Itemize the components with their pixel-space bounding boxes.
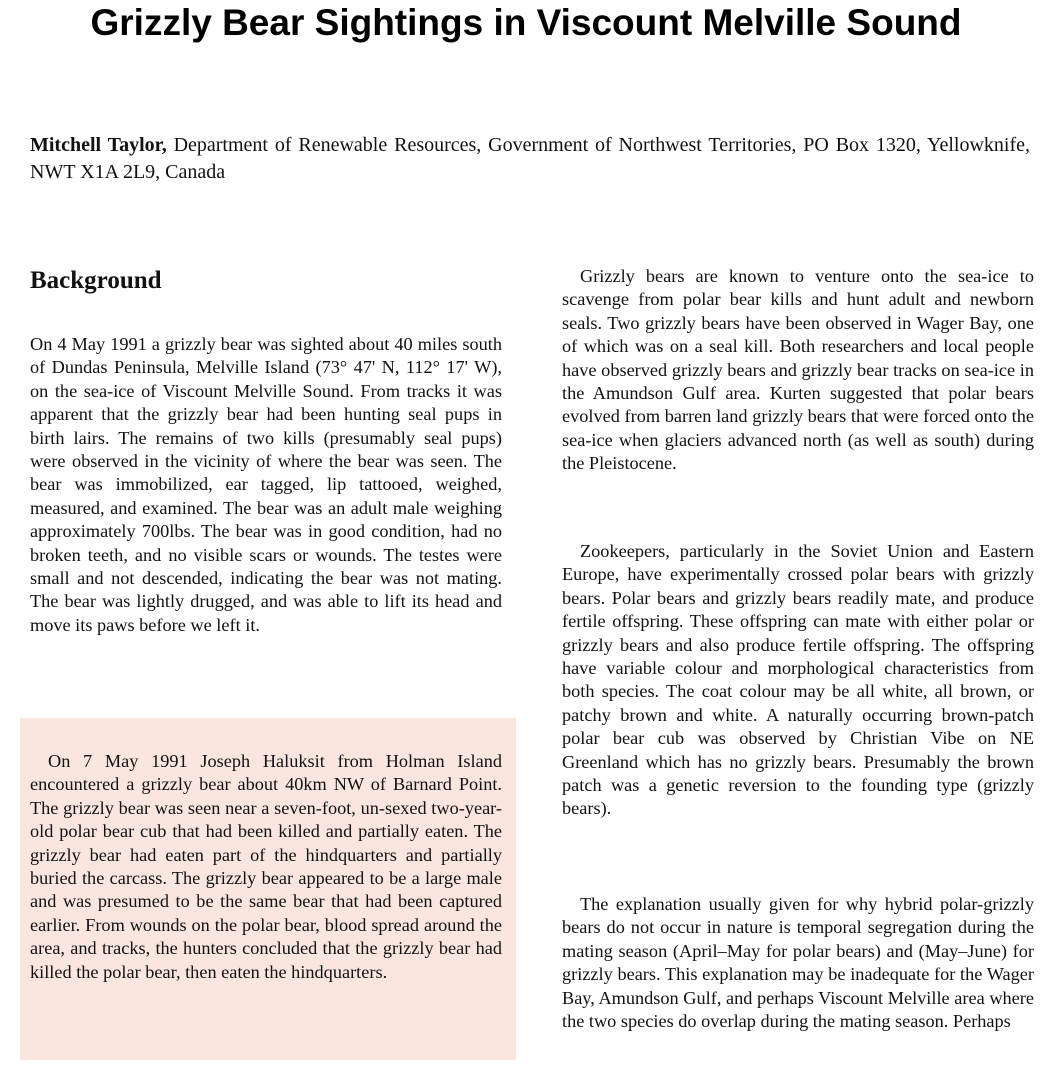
article-title: Grizzly Bear Sightings in Viscount Melville Sound bbox=[90, 2, 962, 43]
section-heading-background: Background bbox=[30, 267, 162, 294]
left-paragraph-1: On 4 May 1991 a grizzly bear was sighted about 40 miles south of Dundas Peninsula, Melville Island (73° 47' N, 112° 17' W), on the sea-ice of Viscount Melville Sound. From tracks it was apparent that the grizzly bear had been hunting seal pups in birth lairs. The remains of two kills (presumably seal pups) were observed in the vicinity of where the bear was seen. The bear was immobilized, ear tagged, lip tattooed, weighed, measured, and examined. The bear was an adult male weighing approximately 700lbs. The bear was in good condition, had no broken teeth, and no visible scars or wounds. The testes were small and not descended, indicating the bear was not mating. The bear was lightly drugged, and was able to lift its head and move its paws before we left it. bbox=[30, 334, 502, 635]
left-paragraph-2-highlighted: On 7 May 1991 Joseph Haluksit from Holman Island encountered a grizzly bear about 40km NW of Barnard Point. The grizzly bear was seen near a seven-foot, un-sexed two-year-old polar bear cub that had been killed and partially eaten. The grizzly bear had eaten part of the hindquarters and partially buried the carcass. The grizzly bear appeared to be a large male and was presumed to be the same bear that had been captured earlier. From wounds on the polar bear, blood spread around the area, and tracks, the hunters concluded that the grizzly bear had killed the polar bear, then eaten the hindquarters. bbox=[30, 751, 502, 982]
right-paragraph-2: Zookeepers, particularly in the Soviet Union and Eastern Europe, have experimentally crossed polar bears with grizzly bears. Polar bears and grizzly bears readily mate, and produce fertile offspring. These offspring can mate with either polar or grizzly bears and also produce fertile offspring. The offspring have variable colour and morphological characteristics from both species. The coat colour may be all white, all brown, or patchy brown and white. A naturally occurring brown-patch polar bear cub was observed by Christian Vibe on NE Greenland which has no grizzly bears. Presumably the brown patch was a genetic reversion to the founding type (grizzly bears). bbox=[562, 541, 1034, 819]
affiliation-text: Department of Renewable Resources, Government of Northwest Territories, PO Box 1320, Yellowknife, NWT X1A 2L9, Canada bbox=[30, 134, 1030, 183]
right-paragraph-1: Grizzly bears are known to venture onto the sea-ice to scavenge from polar bear kills and hunt adult and newborn seals. Two grizzly bears have been observed in Wager Bay, one of which was on a seal kill. Both researchers and local people have observed grizzly bears and grizzly bear tracks on sea-ice in the Amundson Gulf area. Kurten suggested that polar bears evolved from barren land grizzly bears that were forced onto the sea-ice when glaciers advanced north (as well as south) during the Pleistocene. bbox=[562, 266, 1034, 474]
author-name: Mitchell Taylor, bbox=[30, 134, 167, 156]
right-paragraph-3: The explanation usually given for why hybrid polar-grizzly bears do not occur in nature is temporal segregation during the mating season (April–May for polar bears) and (May–June) for grizzly bears. This explanation may be inadequate for the Wager Bay, Amundson Gulf, and perhaps Viscount Melville area where the two species do overlap during the mating season. Perhaps bbox=[562, 894, 1034, 1032]
author-affiliation bbox=[30, 132, 1030, 186]
